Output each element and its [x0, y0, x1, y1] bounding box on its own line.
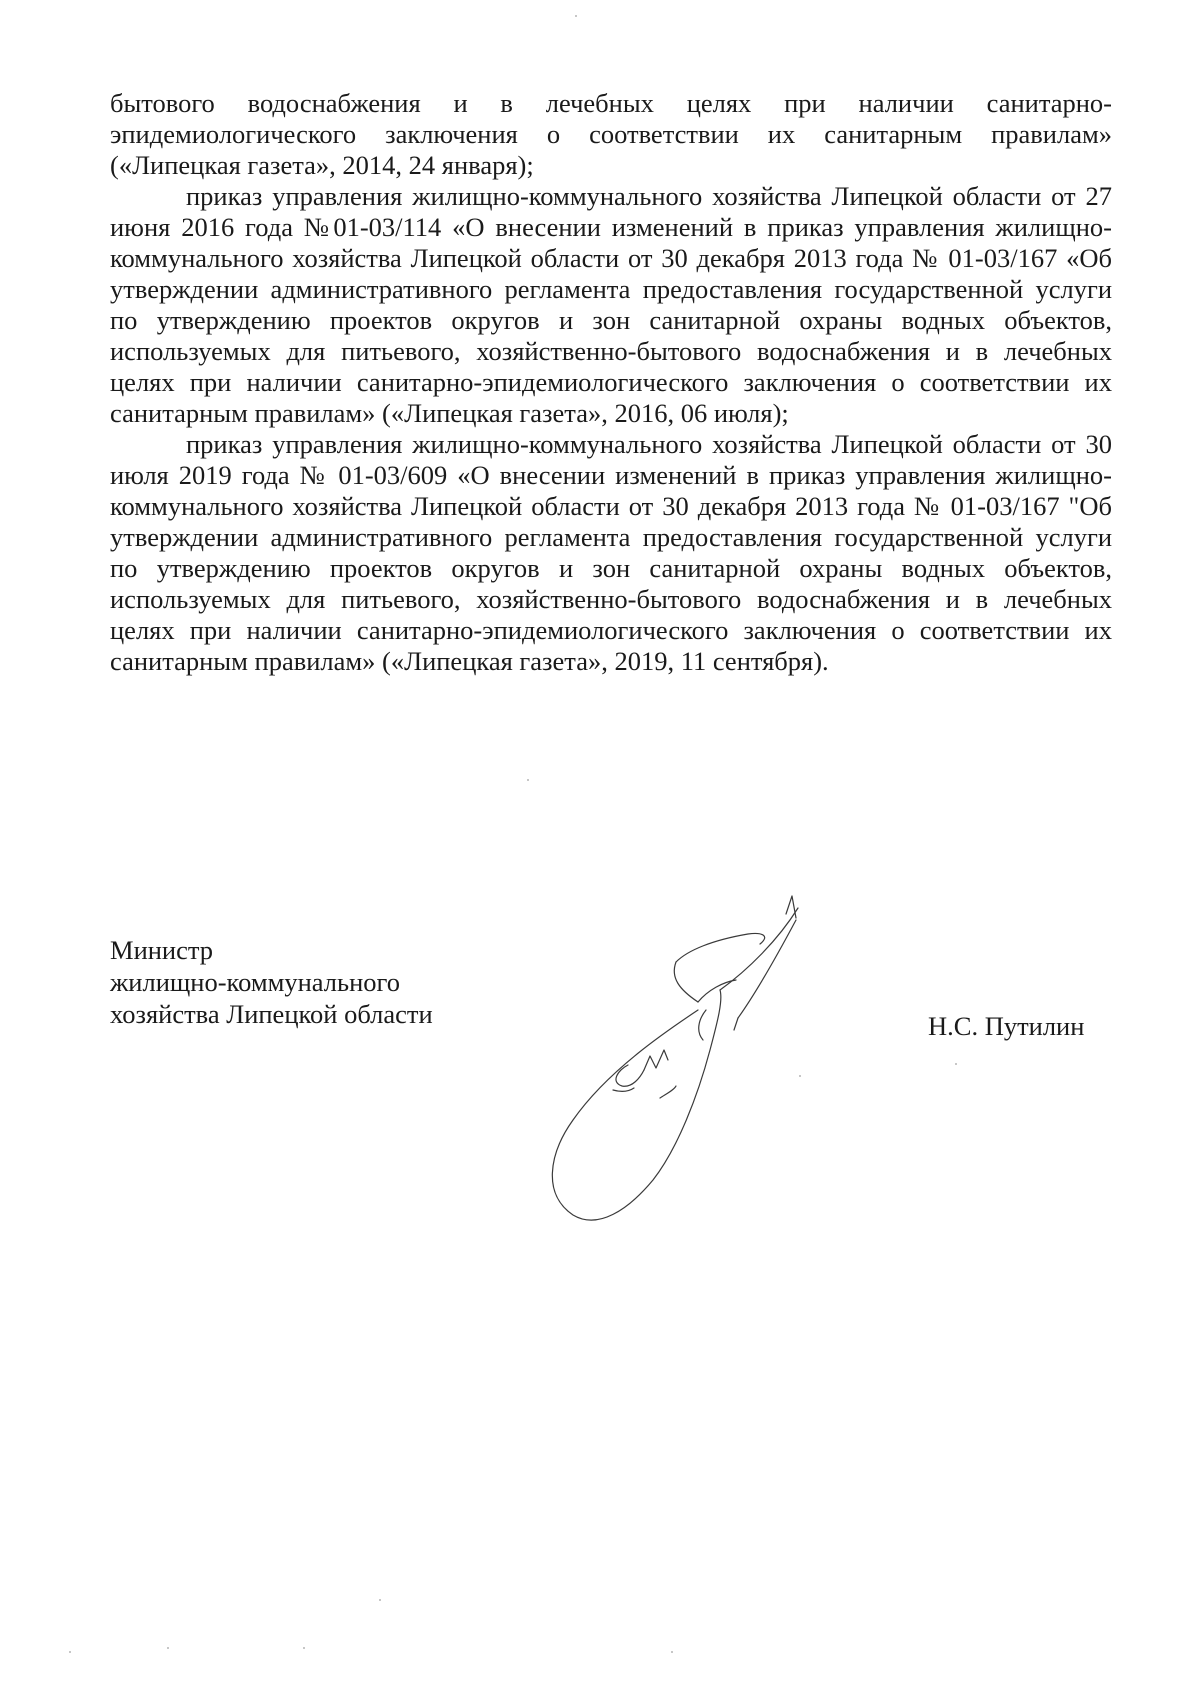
- paragraph-continuation: бытового водоснабжения и в лечебных целях при наличии санитарно-эпидемиологического заключения о соответствии их санитарным правилам» («Липецкая газета», 2014, 24 января);: [110, 88, 1112, 180]
- paragraph-order-2016: приказ управления жилищно-коммунального хозяйства Липецкой области от 27 июня 2016 года №01-03/114 «О внесении изменений в приказ управления жилищно-коммунального хозяйства Липецкой области от 30 декабря 2013 года № 01-03/167 «Об утверждении административного регламента предоставления государственной услуги по утверждению проектов округов и зон санитарной охраны водных объектов, используемых для питьевого, хозяйственно-бытового водоснабжения и в лечебных целях при наличии санитарно-эпидемиологического заключения о соответствии их санитарным правилам» («Липецкая газета», 2016, 06 июля);: [110, 181, 1112, 428]
- position-line-1: Министр: [110, 935, 214, 965]
- paragraph-order-2019: приказ управления жилищно-коммунального хозяйства Липецкой области от 30 июля 2019 года № 01-03/609 «О внесении изменений в приказ управления жилищно-коммунального хозяйства Липецкой области от 30 декабря 2013 года № 01-03/167 "Об утверждении административного регламента предоставления государственной услуги по утверждению проектов округов и зон санитарной охраны водных объектов, используемых для питьевого, хозяйственно-бытового водоснабжения и в лечебных целях при наличии санитарно-эпидемиологического заключения о соответствии их санитарным правилам» («Липецкая газета», 2019, 11 сентября).: [110, 429, 1112, 676]
- signatory-name: Н.С. Путилин: [928, 1011, 1085, 1041]
- position-line-3: хозяйства Липецкой области: [110, 999, 433, 1029]
- handwritten-signature: [548, 890, 868, 1230]
- document-body: [110, 88, 1112, 677]
- position-line-2: жилищно-коммунального: [110, 967, 400, 997]
- signatory-position: [110, 934, 433, 1030]
